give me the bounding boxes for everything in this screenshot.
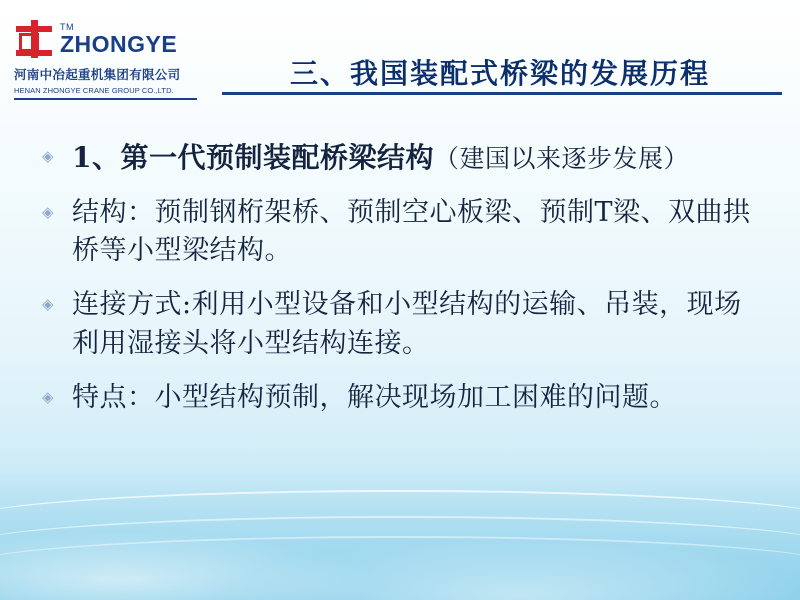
bullet-marker-icon: ◈ <box>42 204 54 221</box>
logo-trademark: TM <box>60 21 74 32</box>
wave-line <box>0 516 800 578</box>
bullet-text: 连接方式:利用小型设备和小型结构的运输、吊装，现场利用湿接头将小型结构连接。 <box>72 289 742 359</box>
logo-row <box>14 20 199 58</box>
bullet-sub-text: （建国以来逐步发展） <box>433 144 689 173</box>
company-logo <box>14 20 199 100</box>
wave-line <box>0 490 800 552</box>
wave-decoration <box>0 460 800 600</box>
bullet-lead-text: 1、第一代预制装配桥梁结构 <box>72 141 434 174</box>
logo-divider <box>14 98 197 100</box>
list-item <box>42 379 758 417</box>
slide-header <box>0 0 800 112</box>
logo-company-cn: 河南中冶起重机集团有限公司 <box>14 68 181 82</box>
bullet-marker-icon: ◈ <box>42 297 54 314</box>
logo-brand-name: ZHONGYE <box>60 30 178 57</box>
bullet-marker-icon: ◈ <box>42 390 54 407</box>
logo-text <box>60 23 177 56</box>
page-title: 三、我国装配式桥梁的发展历程 <box>289 57 710 90</box>
list-item <box>42 286 758 363</box>
list-item <box>42 138 758 178</box>
list-item <box>42 194 758 271</box>
logo-company-en: HENAN ZHONGYE CRANE GROUP CO.,LTD. <box>14 86 174 95</box>
bullet-text <box>72 138 758 178</box>
bullet-text: 结构：预制钢桁架桥、预制空心板梁、预制T梁、双曲拱桥等小型梁结构。 <box>72 196 751 267</box>
zhongye-logo-icon <box>14 20 54 58</box>
title-divider <box>222 92 782 95</box>
wave-line <box>0 536 800 598</box>
bullet-marker-icon: ◈ <box>42 149 54 165</box>
slide-content <box>42 138 758 433</box>
bullet-text: 特点：小型结构预制，解决现场加工困难的问题。 <box>72 382 677 414</box>
